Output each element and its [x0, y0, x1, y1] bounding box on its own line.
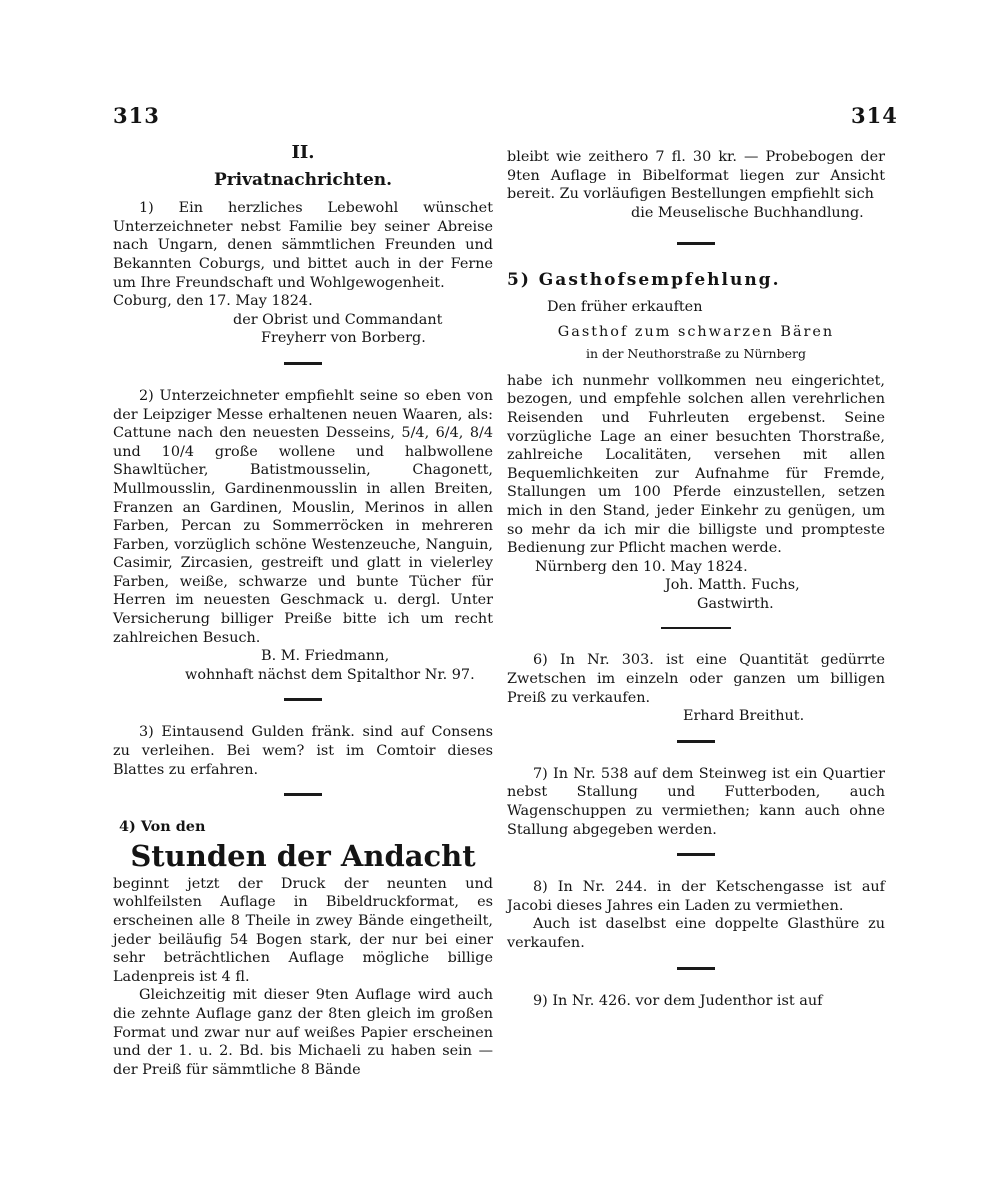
separator-rule — [661, 627, 731, 629]
separator-rule — [677, 853, 715, 856]
notice-2-signature-line-2: wohnhaft nächst dem Spitalthor Nr. 97. — [185, 666, 475, 683]
notice-4-intro: 4) Von den — [119, 818, 206, 836]
page-number-right: 314 — [851, 103, 898, 128]
notice-3-text: 3) Eintausend Gulden fränk. sind auf Consens zu verleihen. Bei wem? ist im Comtoir dieses Blattes zu erfahren. — [113, 724, 493, 778]
notice-5-title: 5) Gasthofsempfehlung. — [507, 270, 781, 291]
notice-1-text: 1) Ein herzliches Lebewohl wünschet Unterzeichneter nebst Familie bey seiner Abreise nach Ungarn, denen sämmtlichen Freunden und Bekannten Coburgs, und bittet auch in der Ferne um Ihre Freundschaft und Wohlgewogenheit. — [113, 200, 493, 291]
notice-2-signature-line-1: B. M. Friedmann, — [261, 648, 390, 665]
separator-rule — [284, 362, 322, 365]
separator-rule — [284, 793, 322, 796]
notice-7-text: 7) In Nr. 538 auf dem Steinweg ist ein Quartier nebst Stallung und Futterboden, auch Wagenschuppen zu vermiethen; kann auch ohne Stallung abgegeben werden. — [507, 765, 885, 838]
separator-rule — [677, 967, 715, 970]
notice-4-title: Stunden der Andacht — [130, 838, 476, 873]
left-column — [113, 140, 493, 1079]
notice-5-subtitle-1: Den früher erkauften — [547, 298, 703, 315]
notice-9-text: 9) In Nr. 426. vor dem Judenthor ist auf — [533, 992, 823, 1009]
notice-5-signature-line-2: Gastwirth. — [697, 595, 774, 612]
notice-4-signature: die Meuselische Buchhandlung. — [631, 204, 864, 221]
notice-2-text: 2) Unterzeichneter empfiehlt seine so eben von der Leipziger Messe erhaltenen neuen Waaren, als: Cattune nach den neuesten Desseins, 5/4, 6/4, 8/4 und 10/4 große wollene und halbwollene Shawltücher, Batistmousselin, Chagonett, Mullmousslin, Gardinenmousslin in allen Breiten, Franzen an Gardinen, Mouslin, Merinos in allen Farben, Percan zu Sommerröcken in mehreren Farben, vorzüglich schöne Westenzeuche, Nanguin, Casimir, Zircasien, gestreift und glatt in vielerley Farben, weiße, schwarze und bunte Tücher für Herren im neuesten Geschmack u. dergl. Unter Versicherung billiger Preiße bitte ich um recht zahlreichen Besuch. — [113, 387, 493, 646]
notice-1-signature-line-2: Freyherr von Borberg. — [261, 330, 426, 347]
separator-rule — [677, 242, 715, 245]
right-column — [507, 148, 885, 1010]
notice-5-signature-line-1: Joh. Matth. Fuchs, — [665, 577, 800, 594]
notice-8-text-2: Auch ist daselbst eine doppelte Glasthüre zu verkaufen. — [507, 916, 885, 951]
notice-6-signature: Erhard Breithut. — [683, 708, 805, 725]
notice-4-text-2: Gleichzeitig mit dieser 9ten Auflage wird auch die zehnte Auflage ganz der 8ten gleich im großen Format und zwar nur auf weißes Papier erscheinen und der 1. u. 2. Bd. bis Michaeli zu haben sein — der Preiß für sämmtliche 8 Bände — [113, 987, 493, 1078]
section-number: II. — [291, 142, 315, 163]
notice-5-subtitle-2: Gasthof zum schwarzen Bären — [557, 323, 835, 340]
notice-4-continuation: bleibt wie zeithero 7 fl. 30 kr. — Probebogen der 9ten Auflage in Bibelformat liegen zur Ansicht bereit. Zu vorläufigen Bestellungen empfiehlt sich — [507, 149, 885, 203]
page-number-left: 313 — [113, 103, 160, 128]
notice-5-place-date: Nürnberg den 10. May 1824. — [535, 558, 748, 575]
section-title: Privatnachrichten. — [213, 169, 393, 190]
separator-rule — [677, 740, 715, 743]
notice-6-text: 6) In Nr. 303. ist eine Quantität gedürrte Zwetschen im einzeln oder ganzen um billigen Preiß zu verkaufen. — [507, 652, 885, 706]
notice-5-text: habe ich nunmehr vollkommen neu eingerichtet, bezogen, und empfehle solchen allen verehrlichen Reisenden und Fuhrleuten ergebenst. Seine vorzügliche Lage an einer besuchten Thorstraße, zahlreiche Localitäten, versehen mit allen Bequemlichkeiten zur Aufnahme für Fremde, Stallungen um 100 Pferde einzustellen, setzen mich in den Stand, jeder Einkehr zu genügen, um so mehr da ich mir die billigste und prompteste Bedienung zur Pflicht machen werde. — [507, 372, 885, 557]
notice-4-text-1: beginnt jetzt der Druck der neunten und wohlfeilsten Auflage in Bibeldruckformat, es erscheinen alle 8 Theile in zwey Bände eingetheilt, jeder beiläufig 54 Bogen stark, der nur bei einer sehr beträchtlichen Auflage mögliche billige Ladenpreis ist 4 fl. — [113, 875, 493, 985]
notice-8-text-1: 8) In Nr. 244. in der Ketschengasse ist auf Jacobi dieses Jahres ein Laden zu vermiethen. — [507, 879, 885, 914]
separator-rule — [284, 698, 322, 701]
notice-5-subtitle-3: in der Neuthorstraße zu Nürnberg — [586, 346, 806, 362]
notice-1-signature-line-1: der Obrist und Commandant — [233, 311, 443, 328]
notice-1-place-date: Coburg, den 17. May 1824. — [113, 293, 313, 310]
